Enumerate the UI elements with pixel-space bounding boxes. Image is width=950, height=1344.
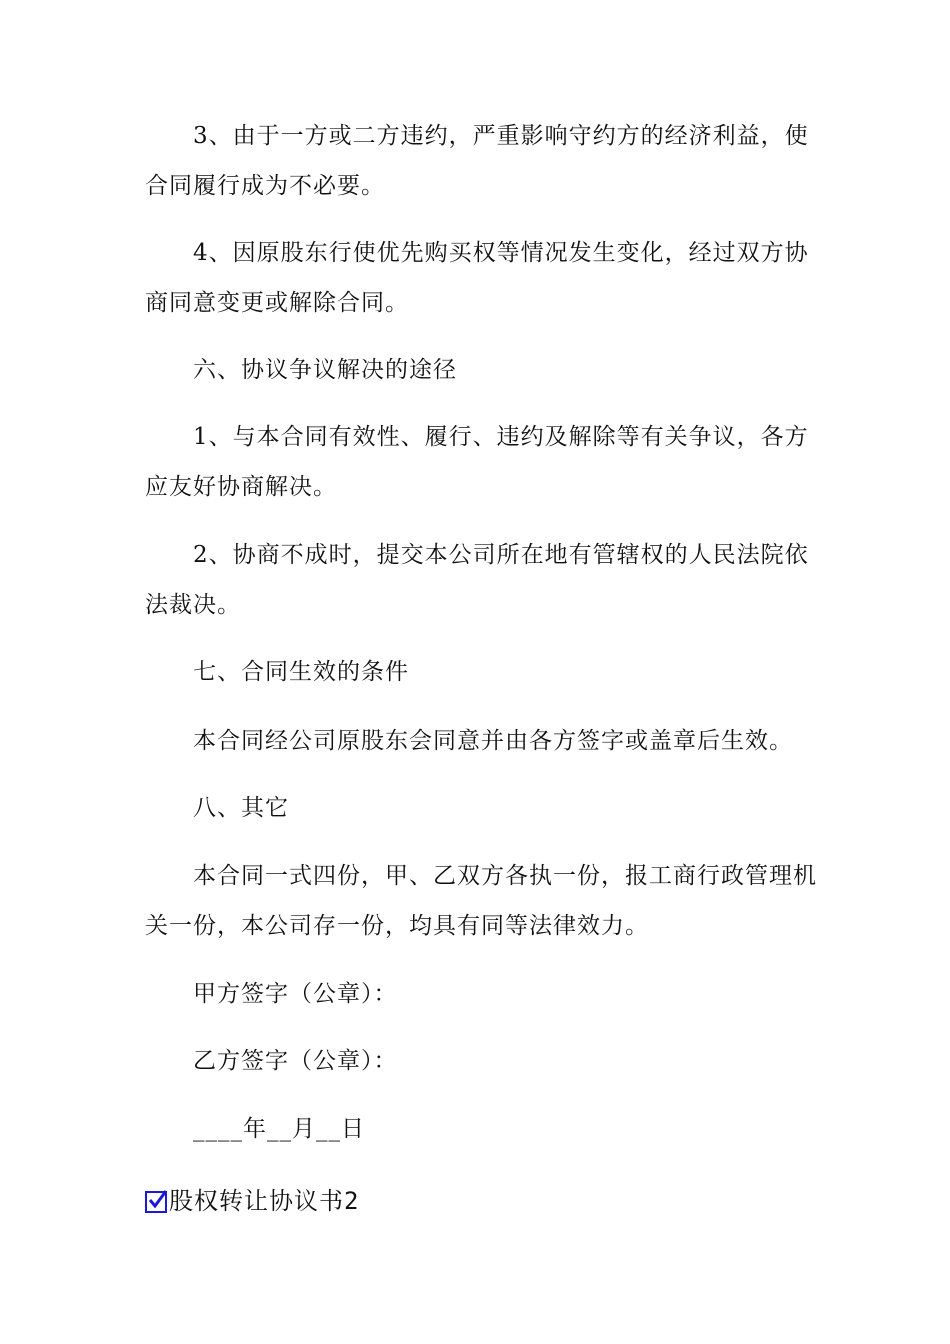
section-6-clause-1-line-2: 应友好协商解决。 [145,474,337,500]
party-b-signature: 乙方签字（公章）： [193,1048,398,1074]
section-7-text: 本合同经公司原股东会同意并由各方签字或盖章后生效。 [193,728,793,754]
party-a-signature: 甲方签字（公章）： [193,981,398,1007]
section-6-title: 六、协议争议解决的途径 [193,357,457,383]
clause-3-line-1: 3、由于一方或二方违约，严重影响守约方的经济利益，使 [193,123,809,149]
section-6-clause-1-line-1: 1、与本合同有效性、履行、违约及解除等有关争议，各方 [193,424,809,450]
clause-3-line-2: 合同履行成为不必要。 [145,173,385,199]
next-agreement-heading [145,1180,359,1216]
section-7-title: 七、合同生效的条件 [193,659,409,685]
section-6-clause-2-line-1: 2、协商不成时，提交本公司所在地有管辖权的人民法院依 [193,542,809,568]
next-agreement-title: 股权转让协议书2 [169,1186,360,1215]
section-8-line-2: 关一份，本公司存一份，均具有同等法律效力。 [145,913,649,939]
section-6-clause-2-line-2: 法裁决。 [145,592,241,618]
checkbox-checked-icon [145,1191,167,1213]
date-line: ____年__月__日 [193,1116,365,1142]
section-8-line-1: 本合同一式四份，甲、乙双方各执一份，报工商行政管理机 [193,863,817,889]
section-8-title: 八、其它 [193,795,289,821]
clause-4-line-1: 4、因原股东行使优先购买权等情况发生变化，经过双方协 [193,240,809,266]
clause-4-line-2: 商同意变更或解除合同。 [145,290,409,316]
